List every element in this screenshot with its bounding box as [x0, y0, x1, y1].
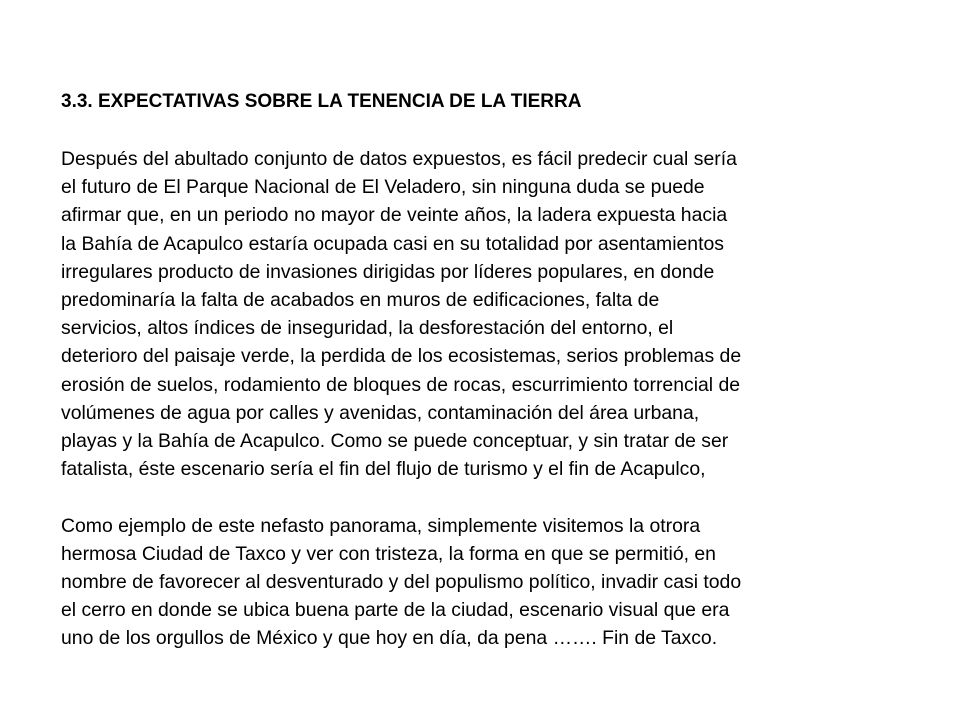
- paragraph-line: afirmar que, en un periodo no mayor de veinte años, la ladera expuesta hacia: [61, 204, 728, 227]
- document-content: [61, 88, 921, 653]
- paragraph-line: el futuro de El Parque Nacional de El Veladero, sin ninguna duda se puede: [61, 176, 705, 199]
- paragraph-line: irregulares producto de invasiones dirigidas por líderes populares, en donde: [61, 260, 715, 283]
- paragraph-line: predominaría la falta de acabados en muros de edificaciones, falta de: [61, 289, 660, 312]
- paragraph-line: el cerro en donde se ubica buena parte de la ciudad, escenario visual que era: [61, 599, 730, 622]
- section-heading: 3.3. EXPECTATIVAS SOBRE LA TENENCIA DE LA TIERRA: [61, 91, 582, 112]
- paragraph-line: playas y la Bahía de Acapulco. Como se puede conceptuar, y sin tratar de ser: [61, 430, 729, 453]
- paragraph-line: servicios, altos índices de inseguridad, la desforestación del entorno, el: [61, 317, 674, 340]
- paragraph-1: [61, 145, 921, 483]
- paragraph-line: volúmenes de agua por calles y avenidas, contaminación del área urbana,: [61, 401, 700, 424]
- paragraph-line: hermosa Ciudad de Taxco y ver con tristeza, la forma en que se permitió, en: [61, 542, 716, 565]
- paragraph-line: uno de los orgullos de México y que hoy en día, da pena ……. Fin de Taxco.: [61, 627, 718, 650]
- paragraph-line: nombre de favorecer al desventurado y del populismo político, invadir casi todo: [61, 571, 742, 594]
- paragraph-line: erosión de suelos, rodamiento de bloques de rocas, escurrimiento torrencial de: [61, 373, 741, 396]
- paragraph-line: fatalista, éste escenario sería el fin del flujo de turismo y el fin de Acapulco,: [61, 458, 706, 481]
- paragraph-line: Como ejemplo de este nefasto panorama, simplemente visitemos la otrora: [61, 514, 701, 537]
- paragraph-line: deterioro del paisaje verde, la perdida de los ecosistemas, serios problemas de: [61, 345, 742, 368]
- paragraph-spacer: [61, 483, 921, 511]
- paragraph-line: Después del abultado conjunto de datos expuestos, es fácil predecir cual sería: [61, 148, 737, 170]
- paragraph-2: [61, 512, 921, 653]
- paragraph-line: la Bahía de Acapulco estaría ocupada casi en su totalidad por asentamientos: [61, 232, 724, 255]
